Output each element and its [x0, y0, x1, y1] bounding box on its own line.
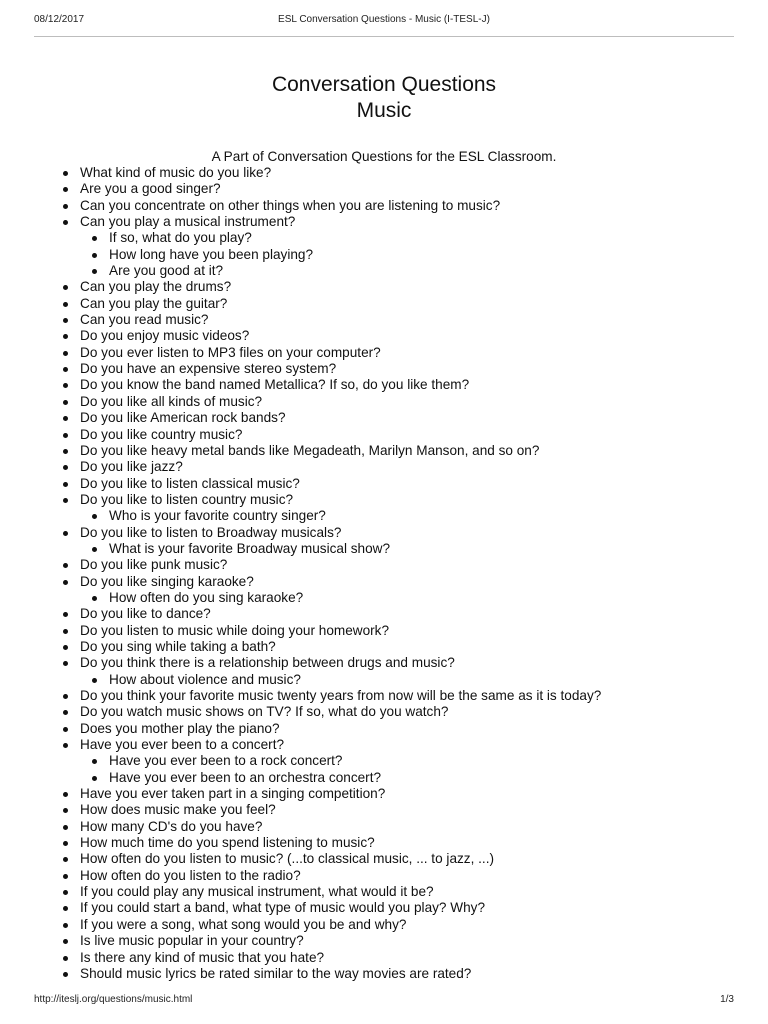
question-item: Do you sing while taking a bath?	[80, 639, 740, 655]
question-item: Does you mother play the piano?	[80, 721, 740, 737]
question-item: Have you ever taken part in a singing competition?	[80, 786, 740, 802]
print-date: 08/12/2017	[34, 14, 85, 25]
question-item: Do you like to dance?	[80, 606, 740, 622]
question-item: Can you play the drums?	[80, 279, 740, 295]
question-item: Can you play the guitar?	[80, 296, 740, 312]
question-item: How many CD's do you have?	[80, 819, 740, 835]
question-item: Do you like all kinds of music?	[80, 394, 740, 410]
question-item: Have you ever been to a concert?	[80, 737, 740, 753]
question-item: Do you like country music?	[80, 427, 740, 443]
question-item: Do you enjoy music videos?	[80, 328, 740, 344]
question-item: How much time do you spend listening to music?	[80, 835, 740, 851]
question-item: How does music make you feel?	[80, 802, 740, 818]
question-item: Do you think your favorite music twenty years from now will be the same as it is today?	[80, 688, 740, 704]
sub-question-item: What is your favorite Broadway musical show?	[80, 541, 740, 557]
question-item: Do you ever listen to MP3 files on your computer?	[80, 345, 740, 361]
question-item: Do you like to listen classical music?	[80, 476, 740, 492]
sub-question-item: How long have you been playing?	[80, 247, 740, 263]
question-item: What kind of music do you like?	[80, 165, 740, 181]
header-divider	[34, 36, 734, 37]
page-number: 1/3	[720, 994, 734, 1005]
print-footer	[34, 994, 734, 1008]
question-item: Do you like jazz?	[80, 459, 740, 475]
question-item: Can you play a musical instrument?	[80, 214, 740, 230]
page-title-line-2: Music	[356, 99, 412, 122]
question-item: Do you listen to music while doing your homework?	[80, 623, 740, 639]
question-item: Can you concentrate on other things when you are listening to music?	[80, 198, 740, 214]
print-header	[34, 12, 734, 28]
question-item: If you could start a band, what type of music would you play? Why?	[80, 900, 740, 916]
question-item: Do you watch music shows on TV? If so, what do you watch?	[80, 704, 740, 720]
question-item: Is live music popular in your country?	[80, 933, 740, 949]
question-item: How often do you listen to the radio?	[80, 868, 740, 884]
question-item: Should music lyrics be rated similar to the way movies are rated?	[80, 966, 740, 982]
sub-question-item: If so, what do you play?	[80, 230, 740, 246]
sub-question-item: Who is your favorite country singer?	[80, 508, 740, 524]
question-item: Can you read music?	[80, 312, 740, 328]
question-item: Do you like to listen country music?	[80, 492, 740, 508]
print-page-title: ESL Conversation Questions - Music (I-TESL-J)	[278, 14, 490, 25]
sub-question-item: How about violence and music?	[80, 672, 740, 688]
question-item: If you could play any musical instrument, what would it be?	[80, 884, 740, 900]
sub-question-item: Are you good at it?	[80, 263, 740, 279]
page-title	[0, 72, 768, 124]
question-item: Do you like American rock bands?	[80, 410, 740, 426]
question-item: Do you like heavy metal bands like Megadeath, Marilyn Manson, and so on?	[80, 443, 740, 459]
sub-question-item: How often do you sing karaoke?	[80, 590, 740, 606]
question-item: Is there any kind of music that you hate?	[80, 950, 740, 966]
question-item: If you were a song, what song would you be and why?	[80, 917, 740, 933]
page-subtitle: A Part of Conversation Questions for the ESL Classroom.	[211, 149, 557, 164]
question-item: Do you know the band named Metallica? If so, do you like them?	[80, 377, 740, 393]
question-item: Are you a good singer?	[80, 181, 740, 197]
question-item: How often do you listen to music? (...to classical music, ... to jazz, ...)	[80, 851, 740, 867]
question-item: Do you like singing karaoke?	[80, 574, 740, 590]
question-item: Do you like to listen to Broadway musicals?	[80, 525, 740, 541]
question-item: Do you think there is a relationship between drugs and music?	[80, 655, 740, 671]
question-list	[80, 165, 740, 982]
sub-question-item: Have you ever been to a rock concert?	[80, 753, 740, 769]
page-title-line-1: Conversation Questions	[271, 73, 497, 96]
sub-question-item: Have you ever been to an orchestra concert?	[80, 770, 740, 786]
question-item: Do you have an expensive stereo system?	[80, 361, 740, 377]
question-item: Do you like punk music?	[80, 557, 740, 573]
source-url: http://iteslj.org/questions/music.html	[34, 994, 193, 1005]
